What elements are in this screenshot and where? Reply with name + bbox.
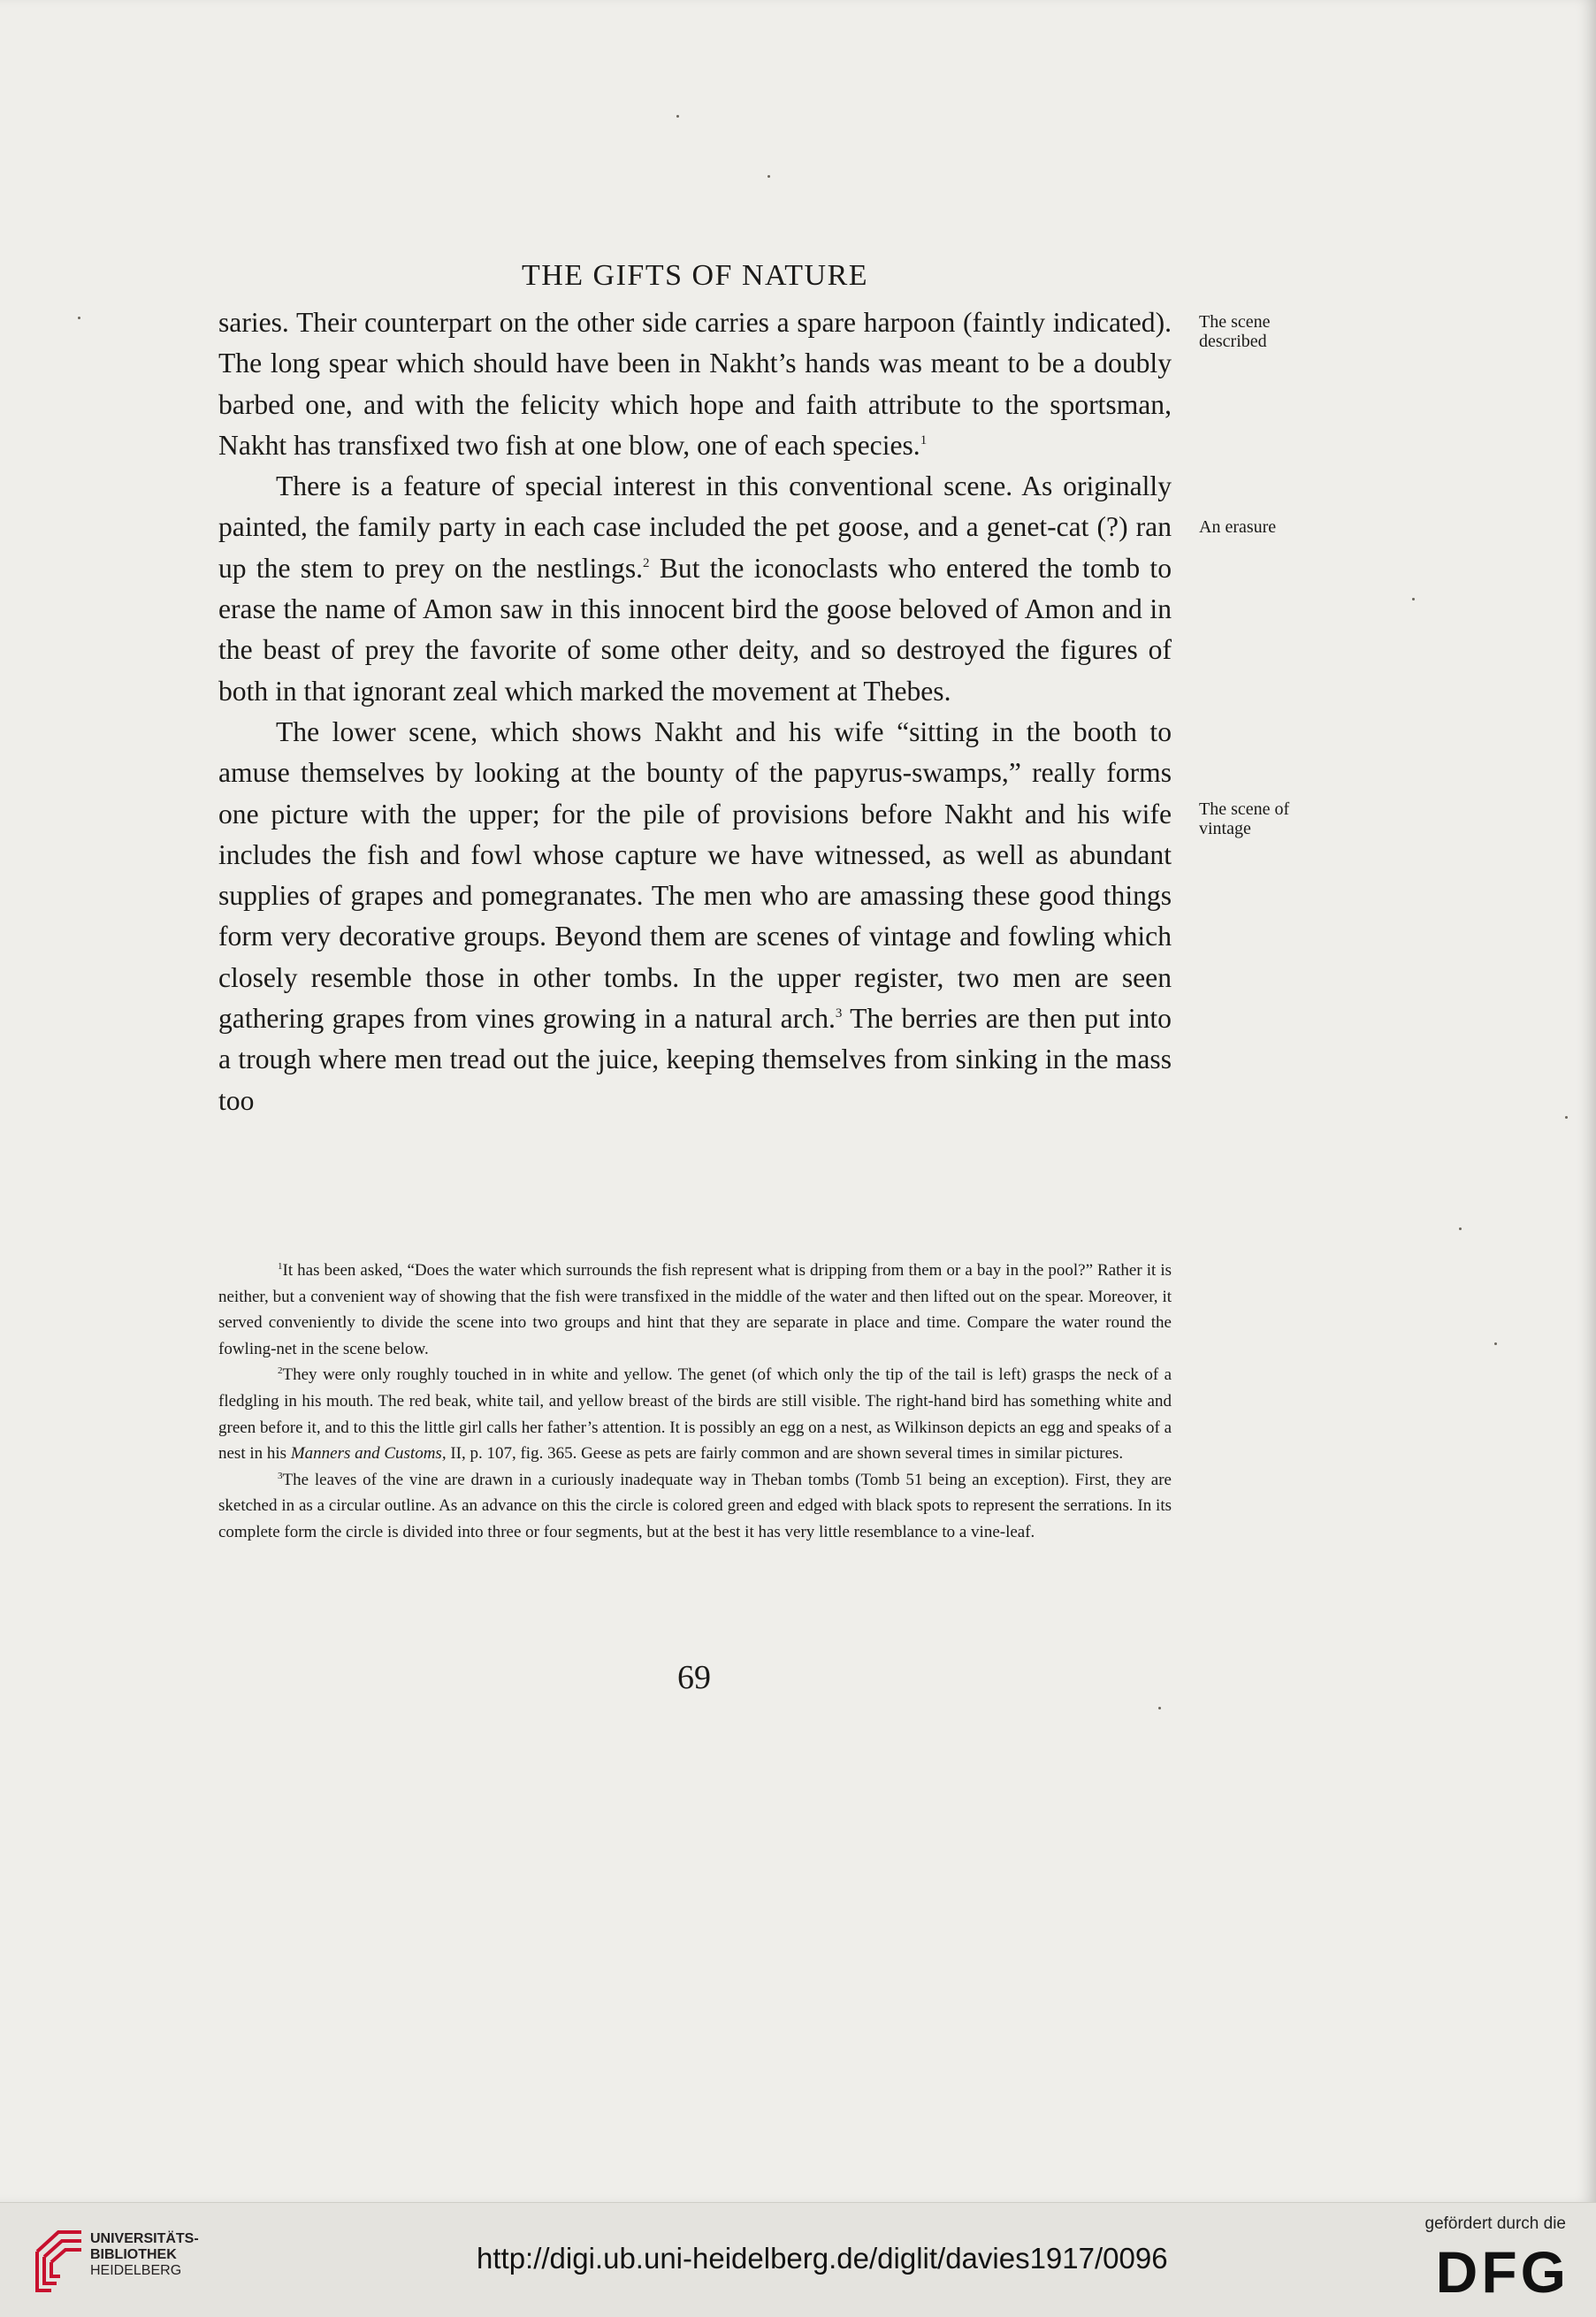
paper-speck bbox=[767, 175, 770, 178]
footnote-ref-2[interactable]: 2 bbox=[643, 555, 650, 570]
paper-speck bbox=[1565, 1116, 1568, 1119]
library-logo-icon bbox=[32, 2225, 87, 2296]
footnote-ref-3[interactable]: 3 bbox=[835, 1006, 843, 1021]
paragraph-1: saries. Their counterpart on the other side carries a spare harpoon (faintly indicated). The long spear which should have been in Nakht’s hands was meant to be a doubly barbed one, and with the felicity which hope and faith attribute to the sportsman, Nakht has transfixed two fish at one blow, one of each species.$^1$ bbox=[218, 307, 1172, 461]
body-text bbox=[218, 302, 1172, 1121]
dfg-logo: DFG bbox=[1435, 2239, 1569, 2305]
running-head: THE GIFTS OF NATURE bbox=[521, 259, 869, 292]
library-name: UNIVERSITÄTS- BIBLIOTHEK HEIDELBERG bbox=[90, 2231, 199, 2278]
funded-by-label: gefördert durch die bbox=[1424, 2214, 1566, 2233]
paper-speck bbox=[1494, 1342, 1497, 1345]
permalink-url[interactable]: http://digi.ub.uni-heidelberg.de/diglit/davies1917/0096 bbox=[477, 2242, 1168, 2275]
paper-speck bbox=[1158, 1707, 1161, 1709]
footnote-2: $^2$They were only roughly touched in in white and yellow. The genet (of which only the tip of the tail is left) grasps the neck of a fledgling in his mouth. The red beak, white tail, and yellow breast of the birds are still visible. The right-hand bird has something white and green before it, and to this the little girl calls her father’s attention. It is possibly an egg on a nest, as Wilkinson depicts an egg and speaks of a nest in his Manners and Customs, II, p. 107, fig. 365. Geese as pets are fairly common and are shown several times in similar pictures. bbox=[218, 1365, 1172, 1464]
paper-speck bbox=[1412, 598, 1415, 600]
paper-speck bbox=[1459, 1227, 1462, 1230]
footnote-1: $^1$It has been asked, “Does the water which surrounds the fish represent what is dripping from them or a bay in the pool?” Rather it is neither, but a convenient way of showing that the fish were transfixed in the middle of the water and then lifted out on the spear. Moreover, it served conveniently to divide the scene into two groups and hint that they are separate in place and time. Compare the water round the fowling-net in the scene below. bbox=[218, 1261, 1172, 1358]
footer-bar bbox=[0, 2202, 1596, 2317]
footnote-3: $^3$The leaves of the vine are drawn in a curiously inadequate way in Theban tombs (Tomb 51 being an exception). First, they are sketched in as a circular outline. As an advance on this the circle is colored green and edged with black spots to represent the serrations. In its complete form the circle is divided into three or four segments, but at the best it has very little resemblance to a vine-leaf. bbox=[218, 1470, 1172, 1541]
sidenote-erasure: An erasure bbox=[1199, 517, 1277, 537]
sidenote-scene-of-vintage: The scene of vintage bbox=[1199, 799, 1290, 838]
footnote-ref-1[interactable]: 1 bbox=[920, 432, 928, 447]
paragraph-2: There is a feature of special interest in this conventional scene. As originally painted, the family party in each case included the pet goose, and a genet-cat (?) ran up the stem to prey on the nestlings.$^2$ But the iconoclasts who entered the tomb to erase the name of Amon saw in this innocent bird the goose beloved of Amon and in the beast of prey the favorite of some other deity, and so destroyed the figures of both in that ignorant zeal which marked the movement at Thebes. bbox=[218, 470, 1172, 707]
sidenote-scene-described: The scene described bbox=[1199, 312, 1271, 351]
paper-speck bbox=[78, 317, 80, 319]
page-number: 69 bbox=[677, 1659, 711, 1696]
paragraph-3: The lower scene, which shows Nakht and his wife “sitting in the booth to amuse themselves by looking at the bounty of the papyrus-swamps,” really forms one picture with the upper; for the pile of provisions before Nakht and his wife includes the fish and fowl whose capture we have witnessed, as well as abundant supplies of grapes and pomegranates. The men who are amassing these good things form very decorative groups. Beyond them are scenes of vintage and fowling which closely resemble those in other tombs. In the upper register, two men are seen gathering grapes from vines growing in a natural arch.$^3$ The berries are then put into a trough where men tread out the juice, keeping themselves from sinking in the mass too bbox=[218, 715, 1172, 1116]
paper-speck bbox=[676, 115, 679, 118]
footnotes bbox=[218, 1258, 1172, 1546]
